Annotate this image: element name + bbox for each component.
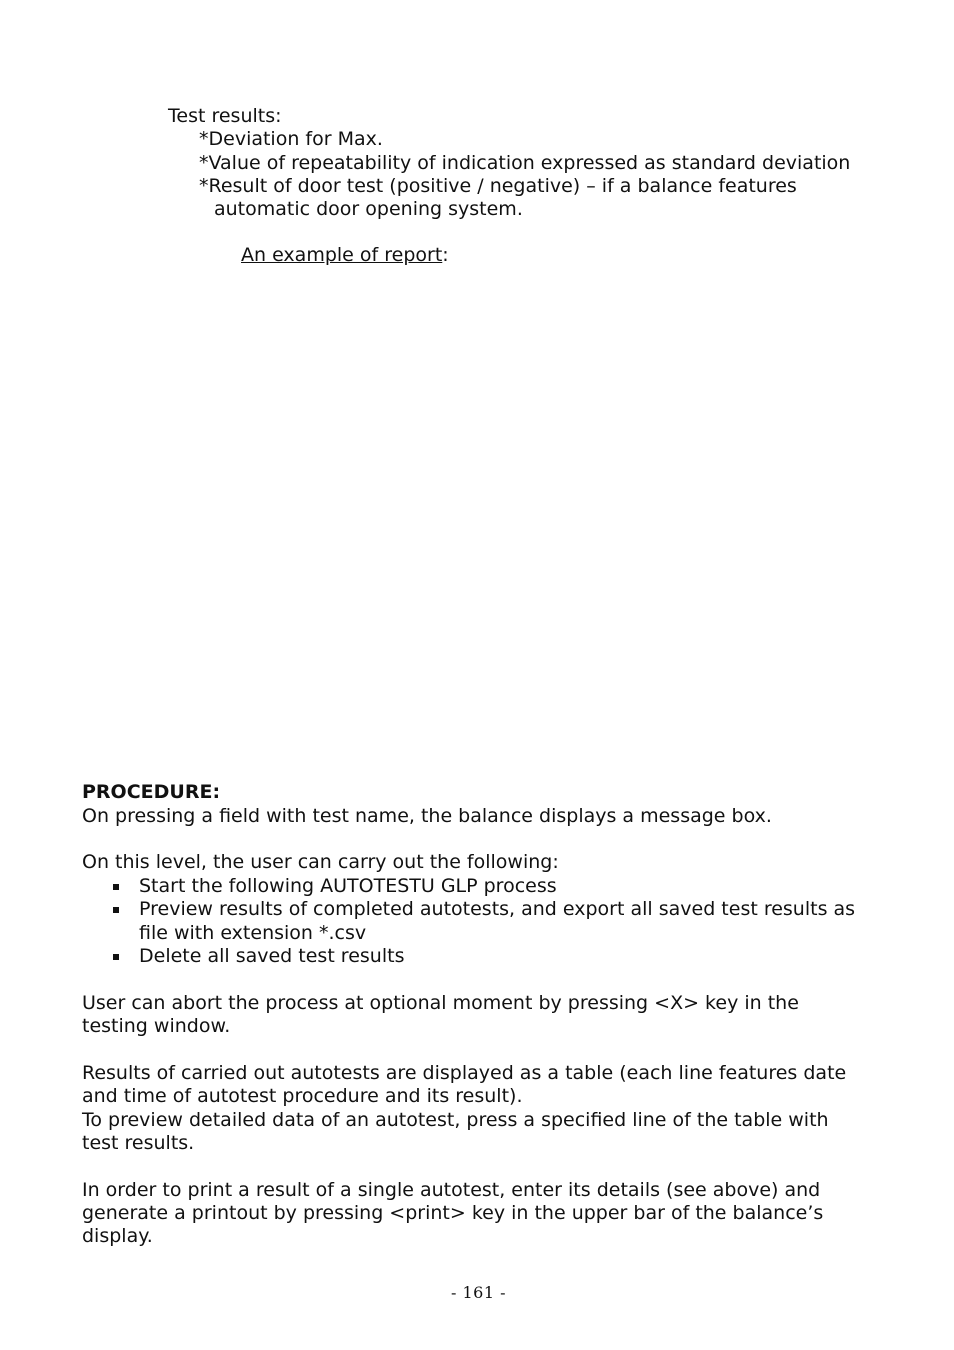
test-results-item: *Value of repeatability of indication expressed as standard deviation [199, 152, 851, 174]
test-results-item: *Result of door test (positive / negative) – if a balance features [199, 175, 797, 197]
report-example-colon: : [442, 244, 449, 266]
bullet-square-icon [113, 884, 119, 890]
results-paragraph-line: test results. [82, 1132, 195, 1154]
abort-paragraph-line: testing window. [82, 1015, 231, 1037]
test-results-item-continuation: automatic door opening system. [214, 198, 523, 220]
procedure-intro: On pressing a field with test name, the balance displays a message box. [82, 805, 772, 827]
test-results-item: *Deviation for Max. [199, 128, 383, 150]
abort-paragraph-line: User can abort the process at optional moment by pressing <X> key in the [82, 992, 799, 1014]
print-paragraph-line: generate a printout by pressing <print> key in the upper bar of the balance’s [82, 1202, 824, 1224]
print-paragraph-line: display. [82, 1225, 153, 1247]
page-number: - 161 - [451, 1283, 507, 1302]
results-paragraph-line: and time of autotest procedure and its result). [82, 1085, 523, 1107]
results-paragraph-line: To preview detailed data of an autotest, press a specified line of the table with [82, 1109, 829, 1131]
print-paragraph-line: In order to print a result of a single autotest, enter its details (see above) and [82, 1179, 821, 1201]
procedure-bullet: Preview results of completed autotests, and export all saved test results as [139, 898, 856, 920]
report-example-link-text: An example of report [241, 244, 443, 266]
procedure-bullet: Delete all saved test results [139, 945, 405, 967]
procedure-bullet-continuation: file with extension *.csv [139, 922, 367, 944]
test-results-heading: Test results: [168, 105, 282, 127]
procedure-level-text: On this level, the user can carry out the following: [82, 851, 559, 873]
bullet-square-icon [113, 907, 119, 913]
bullet-square-icon [113, 954, 119, 960]
procedure-heading: PROCEDURE: [82, 781, 221, 803]
procedure-bullet: Start the following AUTOTESTU GLP process [139, 875, 557, 897]
results-paragraph-line: Results of carried out autotests are displayed as a table (each line features date [82, 1062, 847, 1084]
report-example-label [241, 244, 449, 267]
